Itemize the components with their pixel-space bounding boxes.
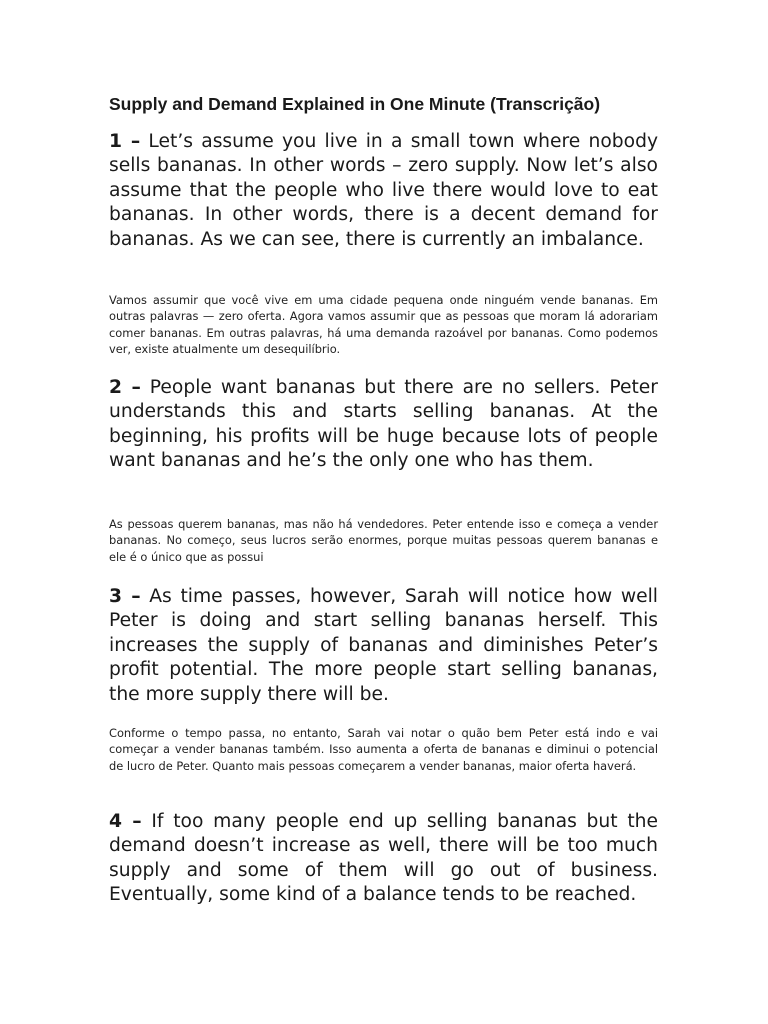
section-2-english: [109, 376, 658, 474]
section-2: [109, 376, 658, 564]
section-2-portuguese: As pessoas querem bananas, mas não há vendedores. Peter entende isso e começa a vender bananas. No começo, seus lucros serão enormes, porque muitas pessoas querem bananas e ele é o único que as possui: [109, 517, 658, 564]
document-title: Supply and Demand Explained in One Minute (Transcrição): [109, 94, 601, 114]
section-4-number: 4 –: [109, 811, 142, 832]
section-3-english: [109, 585, 658, 707]
section-2-number: 2 –: [109, 377, 141, 398]
section-4-english: [109, 810, 658, 908]
section-1-number: 1 –: [109, 131, 141, 152]
section-1-portuguese: Vamos assumir que você vive em uma cidade pequena onde ninguém vende bananas. Em outras palavras — zero oferta. Agora vamos assumir que as pessoas que moram lá adorariam comer bananas. Em outras palavras, há uma demanda razoável por bananas. Como podemos ver, existe atualmente um desequilíbrio.: [109, 293, 658, 356]
section-3-number: 3 –: [109, 586, 141, 607]
section-4-english-text: If too many people end up selling bananas but the demand doesn’t increase as well, there will be too much supply and some of them will go out of business. Eventually, some kind of a balance tends to be reached.: [109, 811, 658, 906]
section-1: [109, 130, 658, 356]
section-1-english: [109, 130, 658, 252]
section-3-english-text: As time passes, however, Sarah will notice how well Peter is doing and start selling bananas herself. This increases the supply of bananas and diminishes Peter’s profit potential. The more people start selling bananas, the more supply there will be.: [109, 586, 658, 705]
section-4: [109, 810, 658, 908]
section-3: [109, 585, 658, 773]
section-3-portuguese: Conforme o tempo passa, no entanto, Sarah vai notar o quão bem Peter está indo e vai começar a vender bananas também. Isso aumenta a oferta de bananas e diminui o potencial de lucro de Peter. Quanto mais pessoas começarem a vender bananas, maior oferta haverá.: [109, 726, 658, 773]
section-1-english-text: Let’s assume you live in a small town where nobody sells bananas. In other words – zero supply. Now let’s also assume that the people who live there would love to eat bananas. In other words, there is a decent demand for bananas. As we can see, there is currently an imbalance.: [109, 131, 658, 250]
section-2-english-text: People want bananas but there are no sellers. Peter understands this and starts selling bananas. At the beginning, his profits will be huge because lots of people want bananas and he’s the only one who has them.: [109, 377, 658, 472]
